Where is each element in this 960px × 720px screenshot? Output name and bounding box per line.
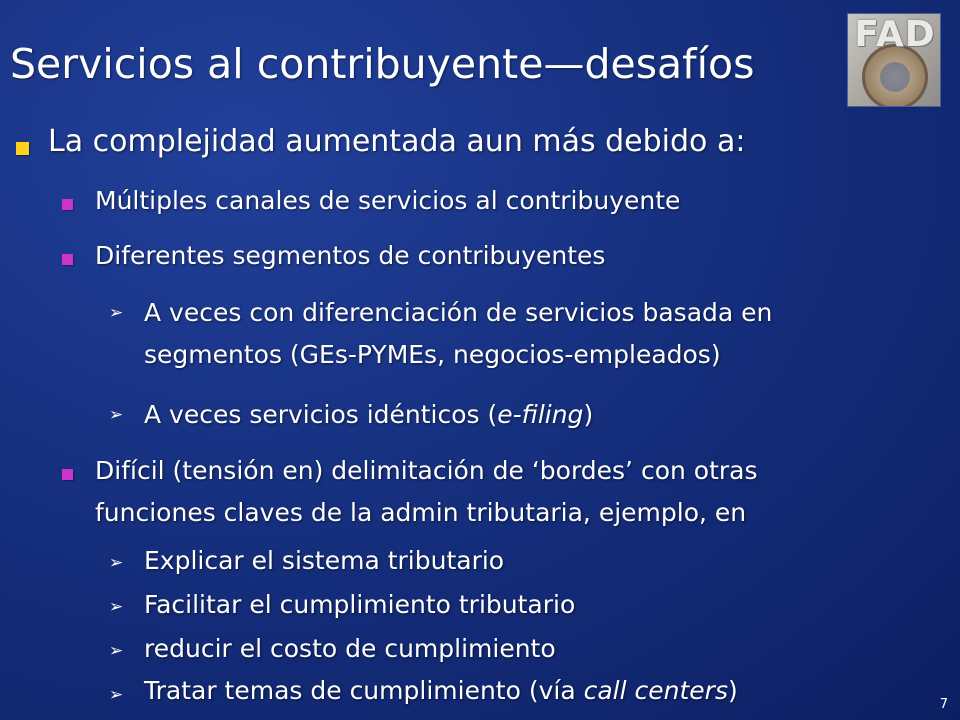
text-segment: A veces servicios idénticos ( [144, 400, 498, 429]
arrow-bullet-icon: ➢ [109, 553, 124, 573]
bullet-square-icon [16, 142, 29, 155]
bullet-sub3-line1: Difícil (tensión en) delimitación de ‘bordes’ con otras [95, 456, 758, 485]
bullet-sub3-a: Explicar el sistema tributario [144, 546, 505, 575]
logo-text: FAD [854, 14, 936, 55]
text-segment: ) [727, 676, 738, 705]
arrow-bullet-icon: ➢ [109, 641, 124, 661]
bullet-sub2: Diferentes segmentos de contribuyentes [95, 241, 606, 270]
arrow-bullet-icon: ➢ [109, 405, 124, 425]
text-segment: ) [583, 400, 594, 429]
bullet-main: La complejidad aumentada aun más debido a: [48, 124, 746, 159]
bullet-square-icon [62, 469, 73, 480]
bullet-sub1: Múltiples canales de servicios al contribuyente [95, 186, 681, 215]
text-segment: Tratar temas de cumplimiento (vía [144, 676, 584, 705]
bullet-sub3-b: Facilitar el cumplimiento tributario [144, 590, 576, 619]
bullet-square-icon [62, 199, 73, 210]
arrow-bullet-icon: ➢ [109, 685, 124, 705]
text-segment-italic: e-filing [497, 400, 584, 429]
bullet-sub2-a-line1: A veces con diferenciación de servicios basada en [144, 298, 773, 327]
bullet-sub2-a-line2: segmentos (GEs-PYMEs, negocios-empleados) [144, 340, 721, 369]
arrow-bullet-icon: ➢ [109, 303, 124, 323]
bullet-square-icon [62, 254, 73, 265]
bullet-sub3-line2: funciones claves de la admin tributaria, ejemplo, en [95, 498, 747, 527]
slide-title: Servicios al contribuyente—desafíos [10, 40, 755, 88]
bullet-sub3-c: reducir el costo de cumplimiento [144, 634, 556, 663]
arrow-bullet-icon: ➢ [109, 597, 124, 617]
bullet-sub2-b [144, 400, 593, 429]
fad-logo [848, 14, 940, 106]
bullet-sub3-d [144, 676, 738, 705]
text-segment-italic: call centers [583, 676, 728, 705]
page-number: 7 [939, 697, 948, 712]
